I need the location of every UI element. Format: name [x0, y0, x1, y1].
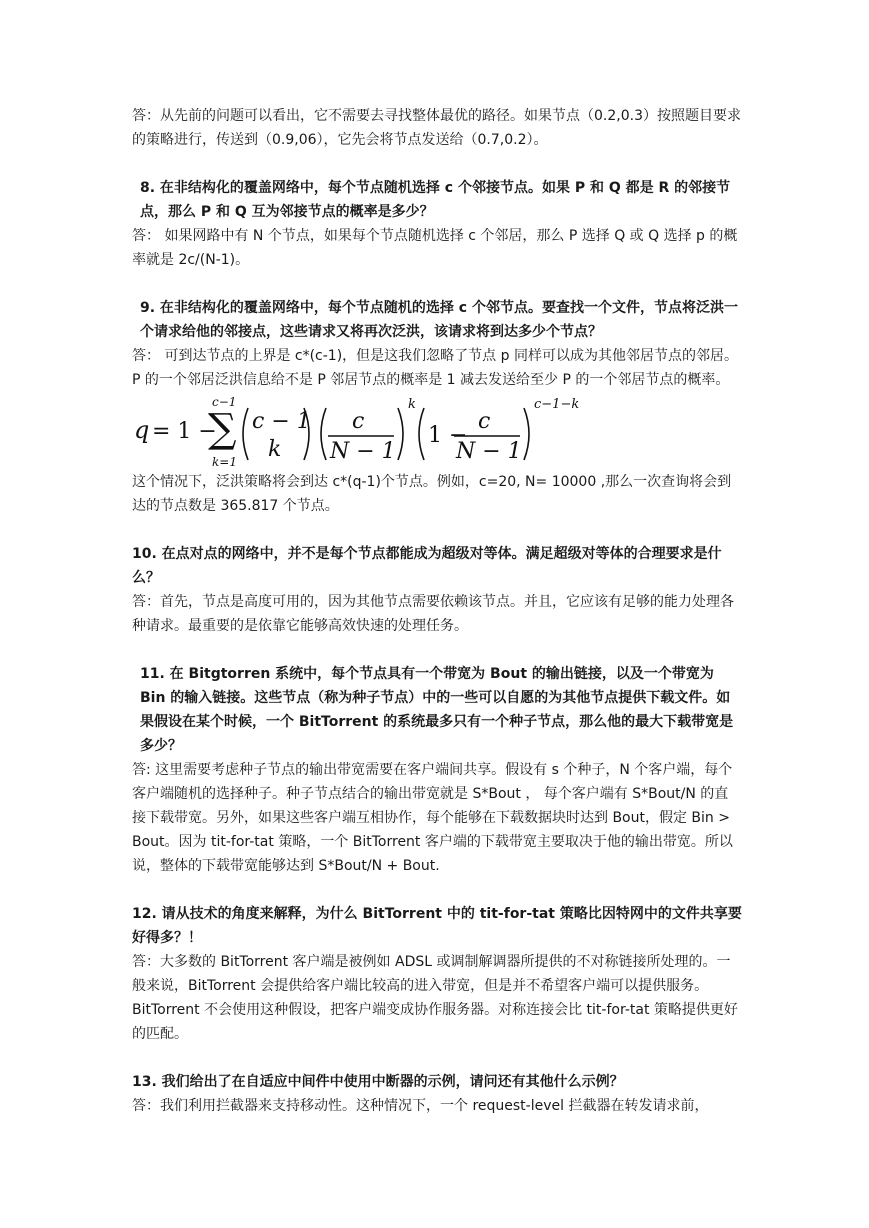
- question-11: 11. 在 Bitgtorren 系统中，每个节点具有一个带宽为 Bout 的输出链接，以及一个带宽为 Bin 的输入链接。这些节点（称为种子节点）中的一些可以自愿的为其他节点提供下载文件。如果假设在某个时候，一个 BitTorrent 的系统最多只有一个种子节点，那么他的最大下载带宽是多少？: [140, 666, 734, 754]
- document-page: [132, 104, 742, 1118]
- formula-frac-num: c: [352, 409, 365, 434]
- question-10: 10. 在点对点的网络中，并不是每个节点都能成为超级对等体。满足超级对等体的合理要求是什么？: [132, 546, 722, 586]
- formula-exp-2: c−1−k: [534, 397, 580, 412]
- answer-11: 答: 这里需要考虑种子节点的输出带宽需要在客户端间共享。假设有 s 个种子，N 个客户端，每个客户端随机的选择种子。种子节点结合的输出带宽就是 S*Bout ， 每个客户端有 S*Bout/N 的直接下载带宽。另外，如果这些客户端互相协作，每个能够在下载数据块时达到 Bout，假定 Bin > Bout。因为 tit-for-tat 策略，一个 BitTorrent 客户端的下载带宽主要取决于他的输出带宽。所以说，整体的下载带宽能够达到 S*Bout/N + Bout.: [132, 762, 733, 874]
- question-13: 13. 我们给出了在自适应中间件中使用中断器的示例，请问还有其他什么示例？: [132, 1074, 624, 1090]
- answer-10: 答：首先，节点是高度可用的，因为其他节点需要依赖该节点。并且，它应该有足够的能力处理各种请求。最重要的是依靠它能够高效快速的处理任务。: [132, 594, 734, 634]
- answer-9-continued: 这个情况下，泛洪策略将会到达 c*(q-1)个节点。例如，c=20, N= 10000 ,那么一次查询将会到达的节点数是 365.817 个节点。: [132, 474, 732, 514]
- probability-formula: [132, 392, 742, 470]
- formula-frac-den-2: N − 1: [456, 439, 522, 464]
- formula-eq: = 1 −: [152, 419, 217, 444]
- outer-left-paren-icon: [419, 408, 424, 460]
- outer-right-paren-icon: [524, 408, 529, 460]
- formula-sum-lower: k=1: [212, 455, 237, 469]
- answer-7: 答：从先前的问题可以看出，它不需要去寻找整体最优的路径。如果节点（0.2,0.3）按照题目要求的策略进行，传送到（0.9,06），它先会将节点发送给（0.7,0.2）。: [132, 108, 741, 148]
- formula-graphic: [132, 392, 580, 470]
- answer-9: 答： 可到达节点的上界是 c*(c-1)，但是这我们忽略了节点 p 同样可以成为其他邻居节点的邻居。P 的一个邻居泛洪信息给不是 P 邻居节点的概率是 1 减去发送给至少 P 的一个邻居节点的概率。: [132, 348, 738, 388]
- question-9: 9. 在非结构化的覆盖网络中，每个节点随机的选择 c 个邻节点。要查找一个文件，节点将泛洪一个请求给他的邻接点，这些请求又将再次泛洪，该请求将到达多少个节点？: [140, 300, 738, 340]
- answer-13: 答：我们利用拦截器来支持移动性。这种情况下，一个 request-level 拦截器在转发请求前，: [132, 1098, 709, 1114]
- formula-lhs: q: [134, 416, 150, 444]
- formula-binom-top: c − 1: [252, 409, 311, 434]
- question-8: 8. 在非结构化的覆盖网络中，每个节点随机选择 c 个邻接节点。如果 P 和 Q 都是 R 的邻接节点，那么 P 和 Q 互为邻接节点的概率是多少？: [140, 180, 731, 220]
- formula-binom-bottom: k: [268, 437, 282, 462]
- formula-sum-upper: c−1: [212, 395, 237, 409]
- formula-frac-num-2: c: [478, 409, 491, 434]
- answer-12: 答：大多数的 BitTorrent 客户端是被例如 ADSL 或调制解调器所提供的不对称链接所处理的。一般来说，BitTorrent 会提供给客户端比较高的进入带宽，但是并不希望客户端可以提供服务。BitTorrent 不会使用这种假设，把客户端变成协作服务器。对称连接会比 tit-for-tat 策略提供更好的匹配。: [132, 954, 738, 1042]
- frac-right-paren-icon: [398, 408, 403, 460]
- binom-left-paren-icon: [243, 408, 248, 460]
- answer-8: 答： 如果网路中有 N 个节点，如果每个节点随机选择 c 个邻居，那么 P 选择 Q 或 Q 选择 p 的概率就是 2c/(N-1)。: [132, 228, 738, 268]
- formula-exp-1: k: [408, 397, 416, 412]
- formula-frac-den: N − 1: [330, 439, 396, 464]
- frac-left-paren-icon: [321, 408, 326, 460]
- sum-icon: ∑: [208, 406, 237, 452]
- formula-one-minus: 1 −: [428, 423, 468, 448]
- question-12: 12. 请从技术的角度来解释，为什么 BitTorrent 中的 tit-for-tat 策略比因特网中的文件共享要好得多？！: [132, 906, 742, 946]
